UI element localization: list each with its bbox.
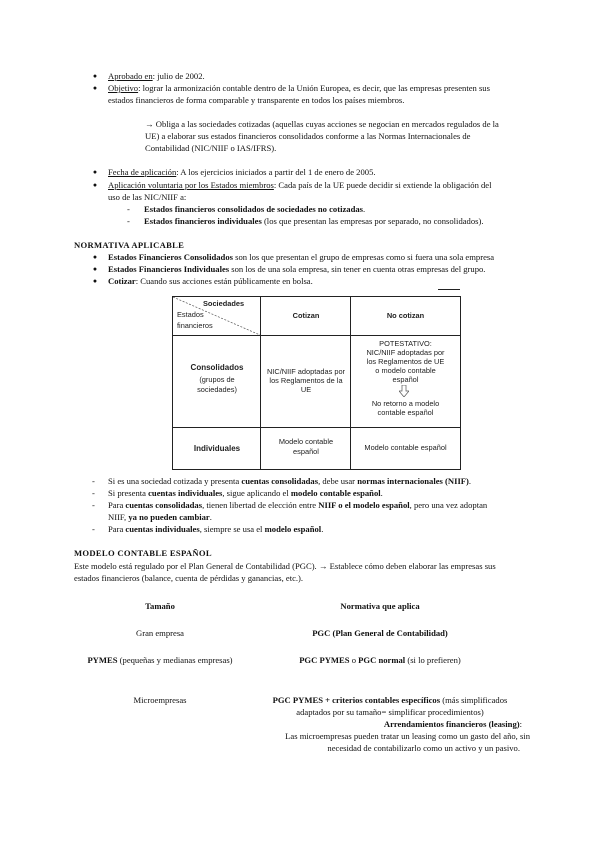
rule-2-bold-1: cuentas individuales [148, 488, 223, 498]
row-header-individuales: Individuales [193, 444, 241, 453]
norm-micro-line-3-rest: : [519, 719, 522, 729]
norm-pymes [270, 655, 490, 667]
subitem-1 [144, 204, 365, 216]
bullet: ● [92, 277, 98, 285]
dash: - [92, 476, 95, 486]
subitem-1-bold: Estados financieros consolidados de sociedades no cotizadas [144, 204, 364, 214]
objetivo-label: Objetivo [108, 83, 139, 93]
accounting-framework-figure [172, 296, 461, 470]
norm-micro-line-3-bold: Arrendamientos financieros (leasing) [383, 719, 520, 729]
subitem-1-rest: . [363, 204, 366, 214]
rule-4-pre: Para [108, 524, 126, 534]
norm-micro-line-1 [250, 695, 530, 707]
corner-left-label-2: financieros [177, 321, 213, 330]
bullet: ● [92, 253, 98, 261]
dash: - [127, 204, 130, 214]
normativa-item-3 [108, 276, 313, 288]
cell-individuales-cotizan-2: español [293, 447, 319, 456]
aplicacion-text-2: uso de las NIC/NIIF a: [108, 192, 187, 202]
norm-pymes-bold-2: PGC normal [358, 655, 406, 665]
norm-micro-line-2: adaptados por su tamaño= simplificar procedimientos) [296, 707, 484, 717]
aplicacion-label: Aplicación voluntaria por los Estados miembros [108, 180, 274, 190]
bullet: ● [92, 168, 98, 176]
norm-header: Normativa que aplica [340, 601, 420, 611]
objetivo-text-2: estados financieros de forma comparable y transparente en todos los países miembros. [108, 95, 405, 105]
rule-3-line-2 [108, 512, 212, 524]
cell-consolidados-nocotizan-1: POTESTATIVO: [379, 339, 432, 348]
rule-1-bold-2: normas internacionales (NIIF) [357, 476, 469, 486]
rule-3-line2-pre: NIIF, [108, 512, 129, 522]
rule-2-mid: , sigue aplicando el [222, 488, 291, 498]
obliga-line-2: UE) a elaborar sus estados financieros consolidados conforme a las Normas Internacionales de [145, 131, 471, 141]
objetivo-text-1: : lograr la armonización contable dentro de la Unión Europea, es decir, que las empresas presenten sus [138, 83, 490, 93]
objetivo-line [108, 83, 528, 95]
rule-1-post: . [468, 476, 472, 486]
dash: - [92, 524, 95, 534]
row-header-consolidados-sub-2: sociedades) [197, 385, 237, 394]
dash: - [92, 500, 95, 510]
cell-consolidados-nocotizan-7: contable español [377, 408, 434, 417]
cell-consolidados-cotizan-3: UE [300, 385, 312, 394]
size-microempresas: Microempresas [133, 695, 187, 705]
norm-micro-line-4: Las microempresas pueden tratar un leasing como un gasto del año, sin [285, 731, 530, 741]
cell-consolidados-nocotizan-5: español [392, 375, 419, 384]
normativa-item-3-rest: : Cuando sus acciones están públicamente en bolsa. [135, 276, 313, 286]
modelo-line-2: estados financieros (balance, cuenta de pérdidas y ganancias, etc.). [74, 573, 304, 583]
normativa-item-1-bold: Estados Financieros Consolidados [108, 252, 233, 262]
col-header-no-cotizan: No cotizan [386, 311, 425, 320]
obliga-line-3: Contabilidad (NIC/NIIF o IAS/IFRS). [145, 143, 277, 153]
modelo-heading: MODELO CONTABLE ESPAÑOL [74, 548, 212, 558]
rule-4-bold-1: cuentas individuales [125, 524, 200, 534]
rule-3 [108, 500, 487, 512]
rule-4-post: . [321, 524, 324, 534]
size-pymes [70, 655, 250, 667]
size-pymes-bold: PYMES [87, 655, 118, 665]
col-header-cotizan: Cotizan [292, 311, 320, 320]
normativa-item-3-bold: Cotizar [108, 276, 136, 286]
cell-consolidados-nocotizan-4: o modelo contable [375, 366, 436, 375]
aprobado-text: : julio de 2002. [152, 71, 205, 81]
bullet: ● [92, 72, 98, 80]
subitem-2 [144, 216, 484, 228]
rule-4 [108, 524, 323, 536]
normativa-heading: NORMATIVA APLICABLE [74, 240, 185, 250]
arrow-down-icon [399, 385, 409, 397]
rule-1-pre: Si es una sociedad cotizada y presenta [108, 476, 242, 486]
norm-pymes-rest: (si lo prefieren) [405, 655, 461, 665]
rule-1-bold-1: cuentas consolidadas [241, 476, 319, 486]
aplicacion-line [108, 180, 492, 192]
rule-4-bold-2: modelo español [264, 524, 322, 534]
fecha-line [108, 167, 376, 179]
rule-3-post: , pero una vez adoptan [409, 500, 488, 510]
rule-3-bold-2: NIIF o el modelo español [318, 500, 410, 510]
fecha-label: Fecha de aplicación [108, 167, 177, 177]
subitem-2-bold: Estados financieros individuales [144, 216, 262, 226]
norm-pymes-mid: o [349, 655, 359, 665]
norm-pymes-bold-1: PGC PYMES [299, 655, 350, 665]
normativa-item-1 [108, 252, 494, 264]
rule-1 [108, 476, 471, 488]
rule-3-mid: , tienen libertad de elección entre [202, 500, 319, 510]
cell-consolidados-cotizan-1: NIC/NIIF adoptadas por [266, 367, 346, 376]
norm-micro-line-1-rest: (más simplificados [440, 695, 508, 705]
cell-consolidados-nocotizan-2: NIC/NIIF adoptadas por [366, 348, 445, 357]
cell-consolidados-nocotizan-6: No retorno a modelo [371, 399, 440, 408]
bullet: ● [92, 265, 98, 273]
size-pymes-rest: (pequeñas y medianas empresas) [117, 655, 233, 665]
rule-mark [438, 289, 460, 290]
corner-left-label-1: Estados [177, 310, 204, 319]
rule-3-line2-post: . [209, 512, 212, 522]
rule-1-mid: , debe usar [318, 476, 358, 486]
norm-micro-line-3 [250, 719, 522, 731]
rule-4-mid: , siempre se usa el [199, 524, 265, 534]
bullet: ● [92, 181, 98, 189]
rule-2 [108, 488, 383, 500]
cell-consolidados-nocotizan-3: los Reglamentos de UE [366, 357, 445, 366]
size-gran-empresa: Gran empresa [136, 628, 184, 638]
norm-gran-empresa: PGC (Plan General de Contabilidad) [312, 628, 448, 638]
normativa-item-2-rest: son los de una sola empresa, sin tener en cuenta otras empresas del grupo. [229, 264, 486, 274]
normativa-item-2-bold: Estados Financieros Individuales [108, 264, 230, 274]
modelo-line-1: Este modelo está regulado por el Plan General de Contabilidad (PGC). → Establece cómo deben elaborar las empresas sus [74, 561, 496, 571]
normativa-item-1-rest: son los que presentan el grupo de empresas como si fuera una sola empresa [232, 252, 495, 262]
normativa-item-2 [108, 264, 485, 276]
aplicacion-text-1: : Cada país de la UE puede decidir si extiende la obligación del [273, 180, 492, 190]
corner-top-label: Sociedades [203, 299, 245, 308]
rule-2-pre: Si presenta [108, 488, 149, 498]
subitem-2-rest: (los que presentan las empresas por separado, no consolidados). [261, 216, 484, 226]
size-header: Tamaño [145, 601, 175, 611]
norm-micro-line-1-bold: PGC PYMES + criterios contables específicos [272, 695, 441, 705]
cell-individuales-nocotizan: Modelo contable español [364, 443, 447, 452]
obliga-line-1: → Obliga a las sociedades cotizadas (aquellas cuyas acciones se negocian en mercados regulados de la [145, 119, 499, 129]
aprobado-label: Aprobado en [108, 71, 153, 81]
norm-micro-line-5: necesidad de contabilizarlo como un activo y un pasivo. [327, 743, 520, 753]
grid-line [173, 335, 460, 336]
row-header-consolidados-sub-1: (grupos de [199, 375, 235, 384]
rule-3-bold-1: cuentas consolidadas [125, 500, 203, 510]
dash: - [127, 216, 130, 226]
bullet: ● [92, 84, 98, 92]
dash: - [92, 488, 95, 498]
cell-individuales-cotizan-1: Modelo contable [278, 437, 334, 446]
rule-2-post: . [380, 488, 383, 498]
rule-3-pre: Para [108, 500, 126, 510]
rule-3-line2-bold: ya no pueden cambiar [128, 512, 210, 522]
aprobado-line [108, 71, 205, 83]
fecha-text: : A los ejercicios iniciados a partir del 1 de enero de 2005. [176, 167, 376, 177]
cell-consolidados-cotizan-2: los Reglamentos de la [269, 376, 343, 385]
row-header-consolidados: Consolidados [190, 363, 244, 372]
rule-2-bold-2: modelo contable español [290, 488, 381, 498]
grid-line [173, 427, 460, 428]
